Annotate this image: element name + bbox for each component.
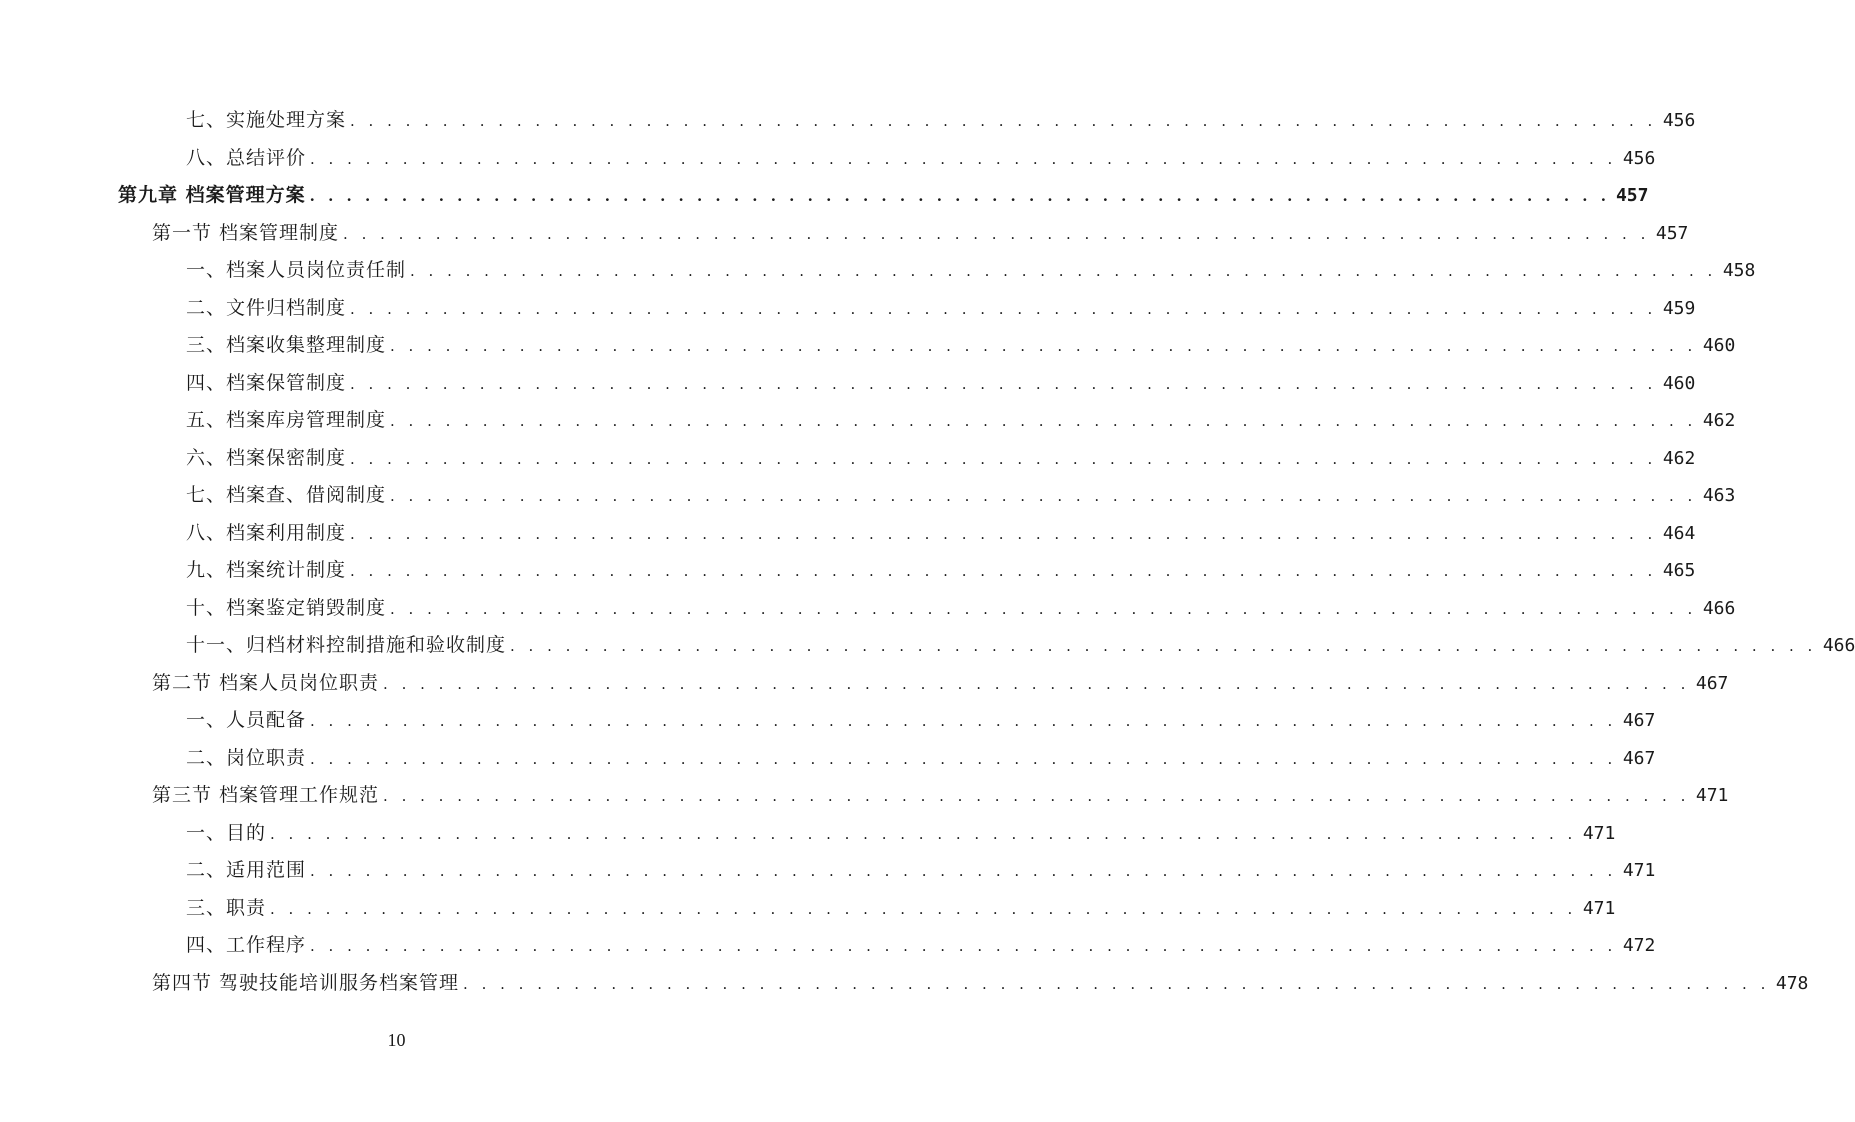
toc-entry-page-number: 478 (1775, 972, 1809, 994)
toc-entry-line (186, 893, 1616, 920)
toc-entry-page-number: 457 (1615, 185, 1649, 207)
toc-entry-item[interactable] (0, 475, 1736, 513)
toc-dot-leader: . . . . . . . . . . . . . . . . . . . . . . . . . . . . . . . . . . . . . . . . . . . . . . . . . . . . . . . . . . . . . . . . . . . . . . . (343, 224, 1650, 243)
toc-entry-item[interactable] (0, 625, 1855, 663)
toc-dot-leader: . . . . . . . . . . . . . . . . . . . . . . . . . . . . . . . . . . . . . . . . . . . . . . . . . . . . . . . . . . . . . . . . . . . . . . . (350, 449, 1657, 468)
toc-entry-title: 三、职责 (186, 896, 267, 919)
toc-dot-leader: . . . . . . . . . . . . . . . . . . . . . . . . . . . . . . . . . . . . . . . . . . . . . . . . . . . . . . . . . . . . . . . . . . . . . . . (310, 862, 1617, 881)
toc-dot-leader: . . . . . . . . . . . . . . . . . . . . . . . . . . . . . . . . . . . . . . . . . . . . . . . . . . . . . . . . . . . . . . . . . . . . . . . (390, 337, 1697, 356)
toc-entry-item[interactable] (0, 250, 1756, 288)
toc-entry-line (186, 743, 1656, 770)
toc-entry-line (186, 293, 1696, 320)
toc-entry-page-number: 463 (1702, 485, 1736, 507)
toc-dot-leader: . . . . . . . . . . . . . . . . . . . . . . . . . . . . . . . . . . . . . . . . . . . . . . . . . . . . . . . . . . . . . . . . . . . . . . . (463, 974, 1770, 993)
toc-entry-title: 三、档案收集整理制度 (186, 334, 387, 357)
toc-entry-title: 第三节 档案管理工作规范 (152, 784, 380, 807)
toc-dot-leader: . . . . . . . . . . . . . . . . . . . . . . . . . . . . . . . . . . . . . . . . . . . . . . . . . . . . . . . . . . . . . . . . . . . . . . . (390, 599, 1697, 618)
toc-entry-page-number: 456 (1662, 110, 1696, 132)
toc-entry-title: 五、档案库房管理制度 (186, 409, 387, 432)
toc-dot-leader: . . . . . . . . . . . . . . . . . . . . . . . . . . . . . . . . . . . . . . . . . . . . . . . . . . . . . . . . . . . . . . . . . . . . . . . (310, 149, 1617, 168)
toc-entry-title: 一、人员配备 (186, 709, 307, 732)
toc-entry-page-number: 457 (1655, 222, 1689, 244)
toc-entry-section[interactable] (0, 663, 1729, 701)
table-of-contents (0, 100, 1855, 1000)
toc-entry-title: 二、文件归档制度 (186, 296, 347, 319)
toc-entry-page-number: 459 (1662, 297, 1696, 319)
toc-entry-line (152, 218, 1689, 245)
toc-entry-chapter[interactable] (0, 175, 1649, 213)
toc-entry-line (186, 443, 1696, 470)
toc-entry-page-number: 467 (1695, 672, 1729, 694)
toc-entry-title: 八、档案利用制度 (186, 521, 347, 544)
toc-entry-item[interactable] (0, 513, 1696, 551)
toc-entry-title: 十、档案鉴定销毁制度 (186, 596, 387, 619)
toc-entry-item[interactable] (0, 700, 1656, 738)
toc-entry-item[interactable] (0, 850, 1656, 888)
toc-entry-item[interactable] (0, 288, 1696, 326)
toc-entry-title: 第一节 档案管理制度 (152, 221, 340, 244)
toc-entry-line (186, 480, 1736, 507)
toc-dot-leader: . . . . . . . . . . . . . . . . . . . . . . . . . . . . . . . . . . . . . . . . . . . . . . . . . . . . . . . . . . . . . . . . . . . . . . . (390, 412, 1697, 431)
toc-entry-item[interactable] (0, 588, 1736, 626)
toc-entry-page-number: 471 (1582, 822, 1616, 844)
toc-entry-title: 四、档案保管制度 (186, 371, 347, 394)
toc-entry-title: 六、档案保密制度 (186, 446, 347, 469)
toc-dot-leader: . . . . . . . . . . . . . . . . . . . . . . . . . . . . . . . . . . . . . . . . . . . . . . . . . . . . . . . . . . . . . . . . . . . . . . . (390, 487, 1697, 506)
toc-dot-leader: . . . . . . . . . . . . . . . . . . . . . . . . . . . . . . . . . . . . . . . . . . . . . . . . . . . . . . . . . . . . . . . . . . . . . . . (270, 899, 1577, 918)
toc-entry-title: 第九章 档案管理方案 (118, 184, 306, 207)
toc-entry-page-number: 460 (1702, 335, 1736, 357)
toc-entry-line (186, 105, 1696, 132)
toc-entry-page-number: 464 (1662, 522, 1696, 544)
toc-entry-section[interactable] (0, 963, 1809, 1001)
toc-entry-title: 七、实施处理方案 (186, 109, 347, 132)
toc-dot-leader: . . . . . . . . . . . . . . . . . . . . . . . . . . . . . . . . . . . . . . . . . . . . . . . . . . . . . . . . . . . . . . . . . . . . . . . (410, 262, 1717, 281)
toc-entry-item[interactable] (0, 813, 1616, 851)
toc-entry-line (186, 330, 1736, 357)
toc-entry-line (186, 855, 1656, 882)
toc-entry-line (186, 555, 1696, 582)
toc-entry-line (186, 405, 1736, 432)
toc-entry-line (118, 180, 1649, 207)
toc-entry-page-number: 460 (1662, 372, 1696, 394)
toc-entry-line (186, 255, 1756, 282)
toc-dot-leader: . . . . . . . . . . . . . . . . . . . . . . . . . . . . . . . . . . . . . . . . . . . . . . . . . . . . . . . . . . . . . . . . . . . . . . . (510, 637, 1817, 656)
toc-dot-leader: . . . . . . . . . . . . . . . . . . . . . . . . . . . . . . . . . . . . . . . . . . . . . . . . . . . . . . . . . . . . . . . . . . . . . . . (350, 112, 1657, 131)
toc-entry-page-number: 465 (1662, 560, 1696, 582)
toc-entry-page-number: 472 (1622, 935, 1656, 957)
toc-entry-page-number: 467 (1622, 747, 1656, 769)
toc-entry-line (186, 143, 1656, 170)
toc-entry-title: 九、档案统计制度 (186, 559, 347, 582)
toc-dot-leader: . . . . . . . . . . . . . . . . . . . . . . . . . . . . . . . . . . . . . . . . . . . . . . . . . . . . . . . . . . . . . . . . . . . . . . . (310, 937, 1617, 956)
toc-entry-item[interactable] (0, 100, 1696, 138)
toc-entry-title: 十一、归档材料控制措施和验收制度 (186, 634, 507, 657)
toc-entry-item[interactable] (0, 138, 1656, 176)
toc-entry-line (186, 593, 1736, 620)
toc-entry-page-number: 471 (1695, 785, 1729, 807)
toc-entry-line (186, 518, 1696, 545)
toc-entry-page-number: 462 (1702, 410, 1736, 432)
toc-entry-title: 二、岗位职责 (186, 746, 307, 769)
toc-entry-item[interactable] (0, 438, 1696, 476)
toc-entry-page-number: 456 (1622, 147, 1656, 169)
toc-entry-page-number: 462 (1662, 447, 1696, 469)
toc-dot-leader: . . . . . . . . . . . . . . . . . . . . . . . . . . . . . . . . . . . . . . . . . . . . . . . . . . . . . . . . . . . . . . . . . . . . . . . (310, 712, 1617, 731)
toc-entry-title: 一、目的 (186, 821, 267, 844)
toc-entry-title: 第二节 档案人员岗位职责 (152, 671, 380, 694)
toc-entry-section[interactable] (0, 775, 1729, 813)
toc-entry-line (152, 968, 1809, 995)
toc-entry-line (186, 705, 1656, 732)
toc-entry-title: 一、档案人员岗位责任制 (186, 259, 407, 282)
toc-entry-line (186, 818, 1616, 845)
toc-entry-page-number: 471 (1622, 860, 1656, 882)
toc-entry-item[interactable] (0, 325, 1736, 363)
toc-entry-line (152, 668, 1729, 695)
toc-entry-line (186, 630, 1855, 657)
toc-entry-item[interactable] (0, 888, 1616, 926)
toc-entry-title: 八、总结评价 (186, 146, 307, 169)
toc-entry-line (186, 368, 1696, 395)
toc-dot-leader: . . . . . . . . . . . . . . . . . . . . . . . . . . . . . . . . . . . . . . . . . . . . . . . . . . . . . . . . . . . . . . . . . . . . . . . (350, 524, 1657, 543)
toc-entry-section[interactable] (0, 213, 1689, 251)
toc-entry-line (152, 780, 1729, 807)
toc-entry-line (186, 930, 1656, 957)
page-number: 10 (387, 1030, 406, 1050)
toc-dot-leader: . . . . . . . . . . . . . . . . . . . . . . . . . . . . . . . . . . . . . . . . . . . . . . . . . . . . . . . . . . . . . . . . . . . . . . . (350, 374, 1657, 393)
toc-dot-leader: . . . . . . . . . . . . . . . . . . . . . . . . . . . . . . . . . . . . . . . . . . . . . . . . . . . . . . . . . . . . . . . . . . . . . . . (310, 749, 1617, 768)
toc-entry-item[interactable] (0, 550, 1696, 588)
toc-entry-title: 四、工作程序 (186, 934, 307, 957)
toc-entry-page-number: 466 (1702, 597, 1736, 619)
toc-entry-item[interactable] (0, 363, 1696, 401)
toc-entry-item[interactable] (0, 925, 1656, 963)
toc-dot-leader: . . . . . . . . . . . . . . . . . . . . . . . . . . . . . . . . . . . . . . . . . . . . . . . . . . . . . . . . . . . . . . . . . . . . . . . (350, 299, 1657, 318)
toc-dot-leader: . . . . . . . . . . . . . . . . . . . . . . . . . . . . . . . . . . . . . . . . . . . . . . . . . . . . . . . . . . . . . . . . . . . . . . . (383, 787, 1690, 806)
toc-dot-leader: . . . . . . . . . . . . . . . . . . . . . . . . . . . . . . . . . . . . . . . . . . . . . . . . . . . . . . . . . . . . . . . . . . . . . . . (383, 674, 1690, 693)
toc-entry-page-number: 471 (1582, 897, 1616, 919)
toc-entry-title: 二、适用范围 (186, 859, 307, 882)
toc-entry-item[interactable] (0, 738, 1656, 776)
toc-entry-page-number: 466 (1822, 635, 1855, 657)
toc-dot-leader: . . . . . . . . . . . . . . . . . . . . . . . . . . . . . . . . . . . . . . . . . . . . . . . . . . . . . . . . . . . . . . . . . . . . . . . (350, 562, 1657, 581)
toc-dot-leader: . . . . . . . . . . . . . . . . . . . . . . . . . . . . . . . . . . . . . . . . . . . . . . . . . . . . . . . . . . . . . . . . . . . . . . . (270, 824, 1577, 843)
toc-entry-title: 七、档案查、借阅制度 (186, 484, 387, 507)
toc-dot-leader: . . . . . . . . . . . . . . . . . . . . . . . . . . . . . . . . . . . . . . . . . . . . . . . . . . . . . . . . . . . . . . . . . . . . . . . (309, 187, 1610, 206)
toc-entry-page-number: 467 (1622, 710, 1656, 732)
toc-entry-page-number: 458 (1722, 260, 1756, 282)
toc-entry-title: 第四节 驾驶技能培训服务档案管理 (152, 971, 460, 994)
toc-entry-item[interactable] (0, 400, 1736, 438)
